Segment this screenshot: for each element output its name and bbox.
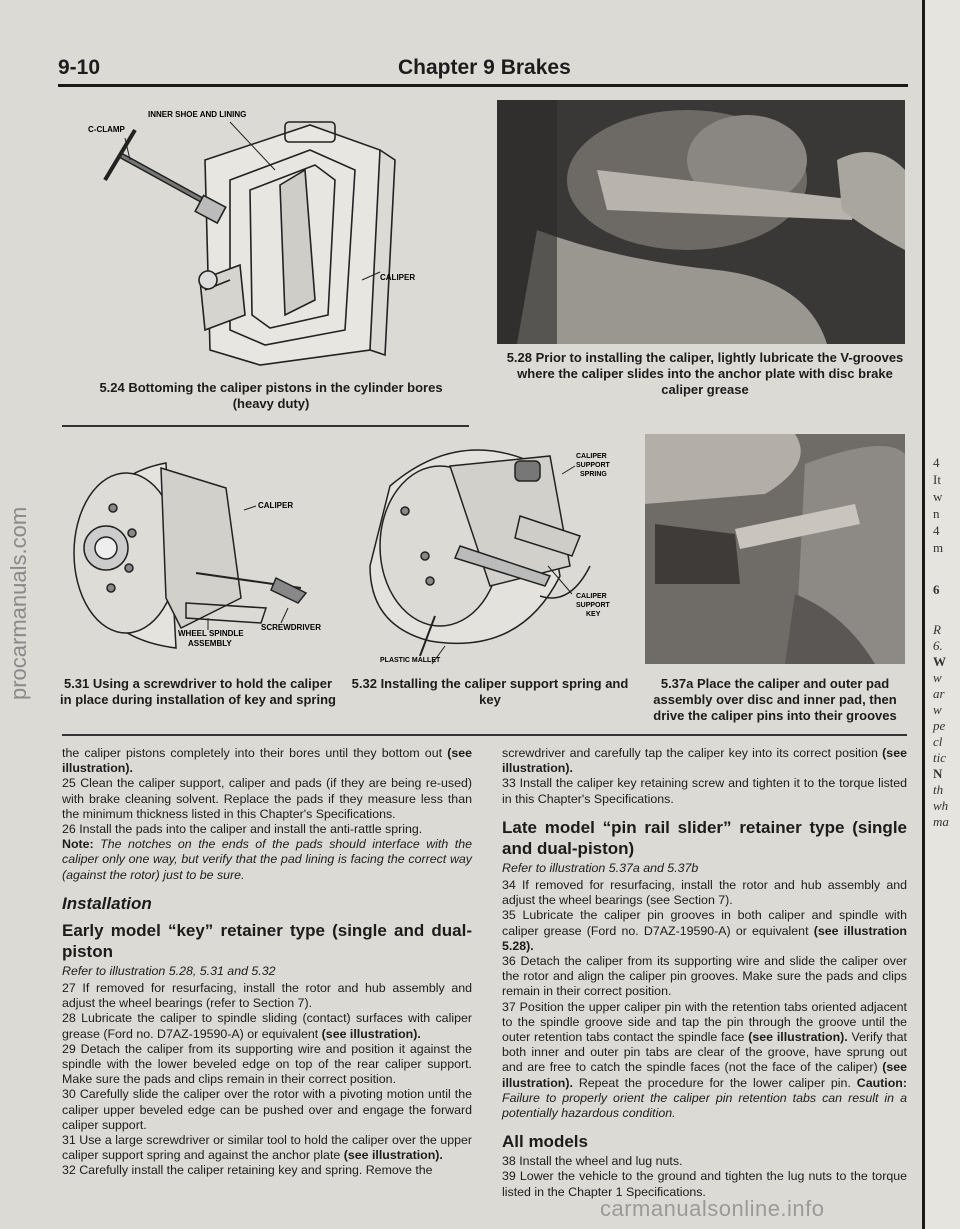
label-key-2: SUPPORT [576, 602, 610, 609]
adjacent-page-edge [922, 0, 960, 1229]
edge-fragment: th [933, 782, 944, 797]
label-key-3: KEY [586, 611, 601, 618]
edge-fragment: tic [933, 750, 946, 765]
paragraph-37: 37 Position the upper caliper pin with the retention tabs oriented adjacent to the spindle groove side and tap the pin through the groove until the outer retention tabs contact the spindle face (see illustration). Verify that both inner and outer pin tabs are clear of the groove, have sprung out and are free to catch the spindle faces (not the face of the caliper) (see illustration). Repeat the procedure for the lower caliper pin. Caution: Failure to properly orient the caliper pin retention tabs can result in a potentially hazardous condition. [502, 999, 907, 1121]
edge-fragment: ma [933, 814, 949, 829]
edge-fragment: pe [933, 718, 946, 733]
reference-late: Refer to illustration 5.37a and 5.37b [502, 860, 699, 875]
note: Note: The notches on the ends of the pads should interface with the caliper only one way, but verify that the pad lining is facing the correct way (against the rotor) just to be sure. [62, 837, 472, 882]
reference-early: Refer to illustration 5.28, 5.31 and 5.32 [62, 963, 276, 978]
edge-fragment: N [933, 766, 943, 781]
figure-5-31-drawing [66, 448, 356, 663]
label-caliper-531: CALIPER [258, 501, 294, 510]
figure-5-24-drawing [80, 100, 440, 375]
caption-5-37a: 5.37a Place the caliper and outer pad assembly over disc and inner pad, then drive the caliper pins into their grooves [653, 676, 897, 723]
header-rule [58, 84, 908, 87]
paragraph-26: 26 Install the pads into the caliper and install the anti-rattle spring. [62, 822, 423, 837]
paragraph-32: 32 Carefully install the caliper retaining key and spring. Remove the [62, 1163, 433, 1178]
edge-fragment: w [933, 702, 942, 717]
label-plastic-mallet: PLASTIC MALLET [380, 657, 441, 664]
heading-all-models: All models [502, 1132, 588, 1152]
paragraph-29: 29 Detach the caliper from its supporting wire and position it against the spindle with the lower beveled edge on top of the rear caliper support. Make sure the pads and clips remain in their correct position. [62, 1041, 472, 1087]
edge-fragment: 4 [933, 455, 940, 470]
edge-fragment: cl [933, 734, 943, 749]
paragraph-34: 34 If removed for resurfacing, install the rotor and hub assembly and adjust the wheel bearings (see Section 7). [502, 878, 907, 908]
caption-5-28: 5.28 Prior to installing the caliper, lightly lubricate the V-grooves where the caliper slides into the anchor plate with disc brake caliper grease [506, 350, 904, 397]
caption-5-31: 5.31 Using a screwdriver to hold the caliper in place during installation of key and spring [60, 676, 336, 707]
watermark-bottom: carmanualsonline.info [600, 1196, 825, 1221]
edge-fragment: 6. [933, 638, 943, 653]
edge-fragment: w [933, 670, 942, 685]
figure-5-28-photo [497, 100, 905, 344]
label-assembly: ASSEMBLY [188, 639, 232, 648]
heading-installation: Installation [62, 893, 152, 913]
heading-late-model: Late model “pin rail slider” retainer type (single and dual-piston) [502, 817, 907, 858]
edge-fragment: R [933, 622, 941, 637]
label-wheel-spindle: WHEEL SPINDLE [178, 629, 244, 638]
chapter-title: Chapter 9 Brakes [398, 56, 571, 79]
edge-fragment: m [933, 540, 944, 555]
paragraph-31: 31 Use a large screwdriver or similar tool to hold the caliper over the upper caliper support spring and against the anchor plate (see illustration). [62, 1133, 472, 1163]
paragraph-35: 35 Lubricate the caliper pin grooves in both caliper and spindle with caliper grease (Ford no. D7AZ-19590-A) or equivalent (see illustration 5.28). [502, 908, 907, 953]
paragraph-36: 36 Detach the caliper from its supporting wire and slide the caliper over the rotor and align the caliper pin grooves. Make sure the pads and clips remain in their correct position. [502, 954, 907, 999]
label-c-clamp: C-CLAMP [88, 125, 125, 134]
left-text-column [62, 746, 472, 1179]
label-spring-1: CALIPER [576, 453, 607, 460]
label-spring-3: SPRING [580, 471, 607, 478]
caption-5-24: 5.24 Bottoming the caliper pistons in the cylinder bores (heavy duty) [99, 380, 443, 411]
caption-5-32: 5.32 Installing the caliper support spring and key [351, 676, 629, 707]
watermark-side: procarmanuals.com [6, 506, 31, 700]
paragraph-25: 25 Clean the caliper support, caliper and pads (if they are being re-used) with brake cleaning solvent. Replace the pads if they measure less than the minimum thickness listed in this Chapter's Specifications. [62, 776, 472, 821]
figure-5-32-drawing [340, 426, 640, 671]
paragraph-33: 33 Install the caliper key retaining screw and tighten it to the torque listed in this Chapter's Specifications. [502, 776, 907, 806]
label-caliper-524: CALIPER [380, 273, 416, 282]
edge-fragment: It [933, 472, 941, 487]
edge-fragment: 6 [933, 582, 940, 597]
edge-fragment: n [933, 506, 940, 521]
label-screwdriver: SCREWDRIVER [261, 623, 322, 632]
paragraph-38: 38 Install the wheel and lug nuts. [502, 1154, 683, 1169]
paragraph-28: 28 Lubricate the caliper to spindle sliding (contact) surfaces with caliper grease (Ford no. D7AZ-19590-A) or equivalent (see illustration). [62, 1011, 472, 1041]
edge-fragment: wh [933, 798, 949, 813]
paragraph-continued-right: screwdriver and carefully tap the caliper key into its correct position (see illustration). [502, 746, 907, 776]
right-text-column [502, 746, 907, 1200]
paragraph-30: 30 Carefully slide the caliper over the rotor with a pivoting motion until the caliper upper beveled edge can be pushed over and engage the forward caliper support. [62, 1087, 472, 1132]
page-header [58, 56, 908, 84]
edge-fragment: w [933, 489, 943, 504]
edge-fragment: 4 [933, 523, 940, 538]
page-number: 9-10 [58, 56, 101, 79]
paragraph-39: 39 Lower the vehicle to the ground and tighten the lug nuts to the torque listed in the Chapter 1 Specifications. [502, 1169, 907, 1199]
paragraph-continued-left: the caliper pistons completely into their bores until they bottom out (see illustration). [62, 746, 472, 776]
edge-fragment: ar [933, 686, 945, 701]
label-inner-shoe: INNER SHOE AND LINING [148, 110, 247, 119]
section-rule-bottom [62, 734, 907, 736]
edge-fragment: W [933, 654, 946, 669]
label-key-1: CALIPER [576, 593, 607, 600]
figure-5-37a-photo [645, 434, 905, 664]
label-spring-2: SUPPORT [576, 462, 610, 469]
heading-early-model: Early model “key” retainer type (single and dual-piston [62, 920, 472, 961]
paragraph-27: 27 If removed for resurfacing, install the rotor and hub assembly and adjust the wheel bearings (refer to Section 7). [62, 981, 472, 1011]
